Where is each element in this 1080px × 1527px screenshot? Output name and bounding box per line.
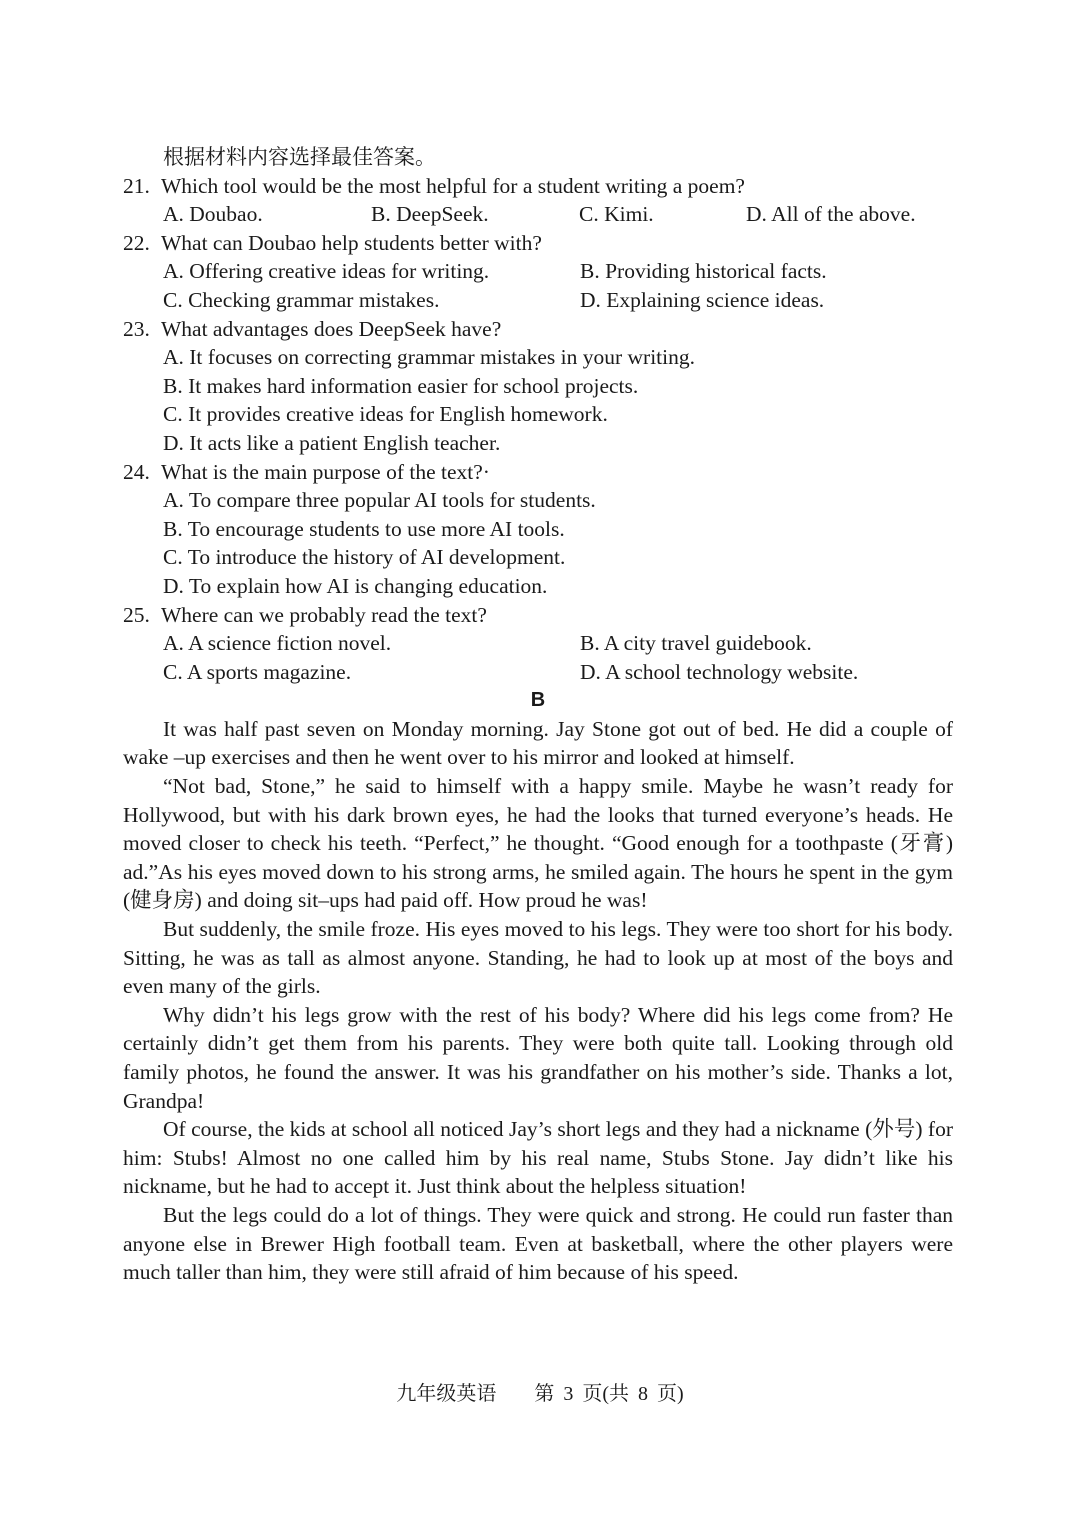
instruction-text: 根据材料内容选择最佳答案。	[163, 145, 436, 169]
answer-options	[123, 257, 953, 314]
answer-option: C. It provides creative ideas for English homework.	[163, 402, 608, 427]
answer-options	[123, 629, 953, 686]
answer-option: C. A sports magazine.	[163, 659, 352, 684]
answer-option: D. A school technology website.	[580, 659, 859, 684]
question-number: 23.	[123, 316, 150, 341]
answer-option: D. All of the above.	[746, 202, 916, 227]
question-24	[123, 458, 953, 601]
question-21	[123, 172, 953, 229]
question-number: 22.	[123, 230, 150, 255]
question-number: 24.	[123, 459, 150, 484]
answer-option: D. It acts like a patient English teacher.	[163, 430, 501, 455]
question-stem	[123, 315, 953, 344]
footer-page-number: 第 3 页(共 8 页)	[534, 1383, 684, 1405]
question-23	[123, 315, 953, 458]
question-stem	[123, 458, 953, 487]
passage-paragraph: It was half past seven on Monday morning. Jay Stone got out of bed. He did a couple of wake –up exercises and then he went over to his mirror and looked at himself.	[123, 716, 953, 770]
answer-option: A. Doubao.	[163, 202, 263, 227]
page-footer	[0, 1380, 1080, 1409]
answer-options	[123, 486, 953, 600]
question-text: Where can we probably read the text?	[161, 602, 487, 627]
answer-option: A. It focuses on correcting grammar mistakes in your writing.	[163, 345, 695, 370]
answer-option: B. To encourage students to use more AI tools.	[163, 516, 565, 541]
question-stem	[123, 172, 953, 201]
answer-options	[123, 200, 953, 229]
answer-option: B. Providing historical facts.	[580, 259, 827, 284]
question-stem	[123, 229, 953, 258]
passage-paragraph: Of course, the kids at school all noticed Jay’s short legs and they had a nickname (外号) for him: Stubs! Almost no one called him by his real name, Stubs Stone. Jay didn’t like his nickname, but he had to accept it. Just think about the helpless situation!	[123, 1117, 953, 1199]
question-list	[123, 172, 953, 687]
passage-paragraph: Why didn’t his legs grow with the rest of his body? Where did his legs come from? He certainly didn’t get them from his parents. They were both quite tall. Looking through old family photos, he found the answer. It was his grandfather on his mother’s side. Thanks a lot, Grandpa!	[123, 1002, 953, 1113]
question-text: Which tool would be the most helpful for a student writing a poem?	[161, 173, 745, 198]
answer-options	[123, 343, 953, 457]
answer-option: D. To explain how AI is changing education.	[163, 573, 548, 598]
exam-page	[123, 143, 953, 1287]
question-text: What is the main purpose of the text?·	[161, 459, 490, 484]
answer-option: B. DeepSeek.	[371, 202, 489, 227]
answer-option: D. Explaining science ideas.	[580, 287, 825, 312]
reading-passage	[123, 715, 953, 1287]
question-number: 21.	[123, 173, 150, 198]
question-22	[123, 229, 953, 315]
answer-option: A. To compare three popular AI tools for students.	[163, 488, 596, 513]
section-heading: B	[530, 689, 546, 712]
passage-paragraph: But suddenly, the smile froze. His eyes moved to his legs. They were too short for his body. Sitting, he was as tall as almost anyone. Standing, he had to look up at most of the boys and even many of the girls.	[123, 917, 953, 999]
answer-option: A. A science fiction novel.	[163, 631, 392, 656]
question-stem	[123, 601, 953, 630]
question-number: 25.	[123, 602, 150, 627]
passage-paragraph: But the legs could do a lot of things. They were quick and strong. He could run faster than anyone else in Brewer High football team. Even at basketball, where the other players were much taller than him, they were still afraid of him because of his speed.	[123, 1202, 953, 1285]
answer-option: B. It makes hard information easier for school projects.	[163, 373, 639, 398]
question-text: What advantages does DeepSeek have?	[161, 316, 502, 341]
question-text: What can Doubao help students better with?	[161, 230, 542, 255]
passage-paragraph: “Not bad, Stone,” he said to himself with a happy smile. Maybe he wasn’t ready for Hollywood, but with his dark brown eyes, he had the looks that turned everyone’s heads. He moved closer to check his teeth. “Perfect,” he thought. “Good enough for a toothpaste (牙膏) ad.”As his eyes moved down to his strong arms, he smiled again. The hours he spent in the gym (健身房) and doing sit–ups had paid off. How proud he was!	[123, 774, 953, 913]
footer-subject: 九年级英语	[396, 1383, 497, 1405]
answer-option: C. To introduce the history of AI development.	[163, 545, 566, 570]
answer-option: C. Checking grammar mistakes.	[163, 287, 440, 312]
answer-option: C. Kimi.	[579, 202, 654, 227]
question-25	[123, 601, 953, 687]
answer-option: A. Offering creative ideas for writing.	[163, 259, 490, 284]
answer-option: B. A city travel guidebook.	[580, 631, 812, 656]
